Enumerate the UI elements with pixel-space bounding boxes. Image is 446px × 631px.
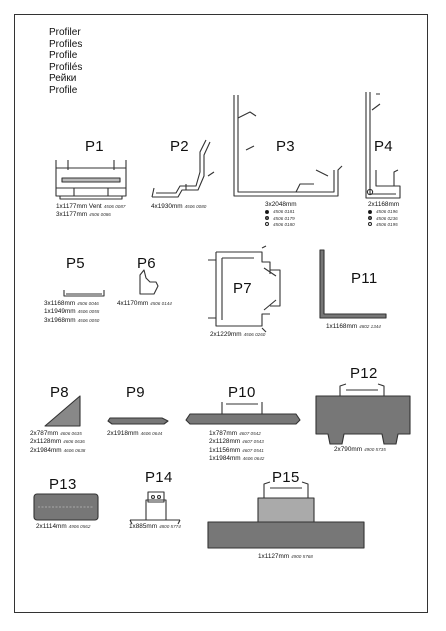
color-dot-white-icon — [265, 222, 269, 226]
profile-p3-caption: 3x2048mm 4506 0181 4506 0179 4506 0180 — [265, 201, 297, 227]
profile-p13-caption: 2x1114mm 4906 0562 — [36, 523, 91, 530]
profile-p11-caption: 1x1168mm 4802 1344 — [326, 323, 381, 330]
title-line: Profile — [49, 50, 78, 62]
profile-p10-caption: 1x787mm 4607 0542 2x1128mm 4607 0543 1x1156mm 4607 0541 1x1984mm 4606 0642 — [209, 430, 265, 463]
profile-p1-label: P1 — [85, 138, 104, 155]
profile-p15-caption: 1x1127mm 4900 5768 — [258, 553, 313, 560]
color-dot-white-icon — [368, 222, 372, 226]
profile-p10-label: P10 — [228, 384, 256, 401]
profile-p7-label: P7 — [233, 280, 252, 297]
profile-p15-drawing — [208, 482, 364, 548]
profile-p8-caption: 2x787mm 4606 0635 2x1128mm 4606 0636 2x1984mm 4606 0638 — [30, 430, 86, 454]
profile-p2-caption: 4x1930mm 4506 0080 — [151, 203, 207, 210]
profile-p9-caption: 2x1918mm 4606 0644 — [107, 430, 163, 437]
profile-p9-drawing — [108, 418, 168, 424]
color-dot-gray-icon — [265, 216, 269, 220]
color-dot-black-icon — [368, 210, 372, 214]
title-line: Profilés — [49, 61, 83, 73]
profile-p12-caption: 2x790mm 4900 5735 — [334, 446, 386, 453]
profile-p14-label: P14 — [145, 469, 173, 486]
profile-p6-drawing — [140, 270, 158, 294]
color-dot-gray-icon — [368, 216, 372, 220]
profile-p12-drawing — [316, 384, 410, 444]
profile-p6-label: P6 — [137, 255, 156, 272]
profile-p14-drawing — [130, 492, 180, 524]
profile-p3-label: P3 — [276, 138, 295, 155]
profile-p8-label: P8 — [50, 384, 69, 401]
profile-p5-caption: 3x1168mm 4506 0046 1x1949mm 4506 0055 3x1968mm 4506 0050 — [44, 300, 100, 324]
title-line: Profile — [49, 84, 78, 96]
title-line: Profiler — [49, 27, 81, 38]
profile-p4-label: P4 — [374, 138, 393, 155]
profile-p14-caption: 1x885mm 4800 5774 — [129, 523, 181, 530]
profile-p13-label: P13 — [49, 476, 77, 493]
profile-p1-drawing — [56, 160, 126, 199]
profile-p5-label: P5 — [66, 255, 85, 272]
color-dot-black-icon — [265, 210, 269, 214]
title-line: Profiles — [49, 38, 83, 50]
profile-p5-drawing — [64, 290, 104, 296]
profile-p2-label: P2 — [170, 138, 189, 155]
profile-p13-drawing — [34, 494, 98, 520]
profile-p15-label: P15 — [272, 469, 300, 486]
profile-p10-drawing — [186, 402, 300, 424]
title-line: Рейки — [49, 73, 77, 85]
profile-p4-caption: 2x1168mm 4506 0196 4506 0236 4506 0195 — [368, 201, 400, 227]
profile-p1-caption: 1x1177mm Vent 4506 0087 3x1177mm 4506 0086 — [56, 203, 126, 219]
profile-p9-label: P9 — [126, 384, 145, 401]
profile-p11-label: P11 — [351, 270, 378, 287]
profile-p7-caption: 2x1229mm 4506 0260 — [210, 331, 266, 338]
profile-p6-caption: 4x1170mm 4506 0144 — [117, 300, 172, 307]
profile-p12-label: P12 — [350, 365, 378, 382]
